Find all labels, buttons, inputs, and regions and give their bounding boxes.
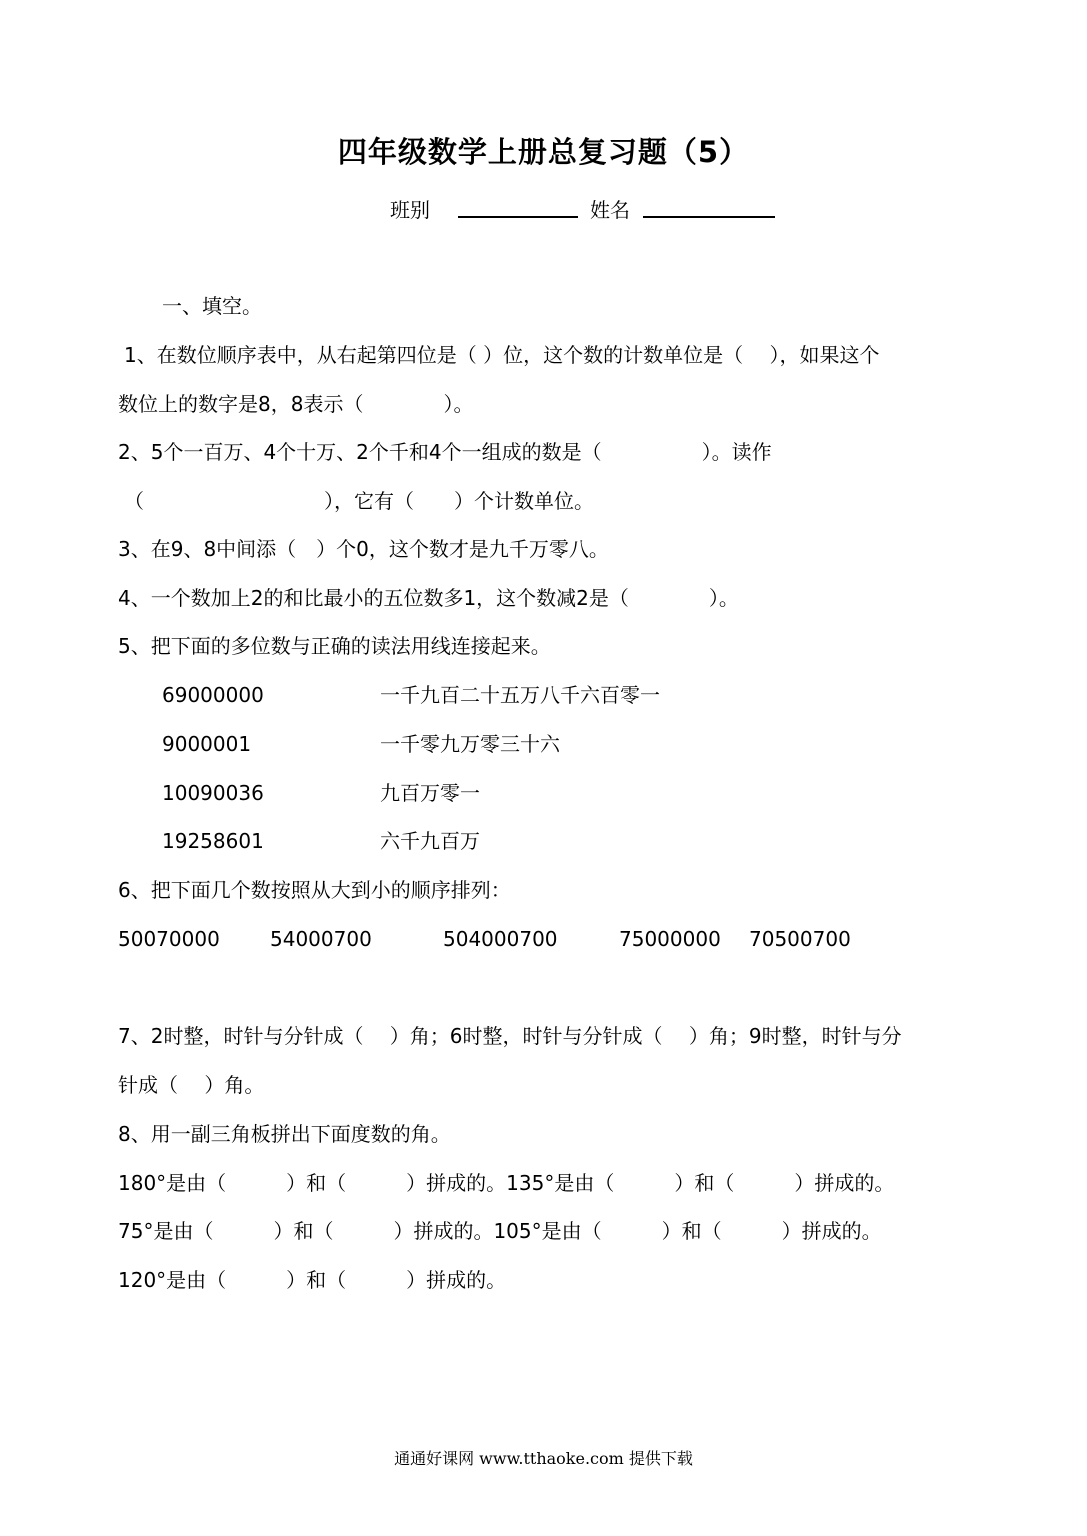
question-2-line-2: （ ），它有（ ）个计数单位。 xyxy=(124,489,594,513)
question-8-prompt: 8、用一副三角板拼出下面度数的角。 xyxy=(118,1122,451,1146)
question-8-line-1: 180°是由（ ）和（ ）拼成的。135°是由（ ）和（ ）拼成的。 xyxy=(118,1171,895,1195)
q5-reading-2: 一千零九万零三十六 xyxy=(380,732,560,756)
name-blank[interactable] xyxy=(643,216,775,218)
q5-reading-1: 一千九百二十五万八千六百零一 xyxy=(380,683,660,707)
question-7-line-1: 7、2时整，时针与分针成（ ）角；6时整，时针与分针成（ ）角；9时整，时针与分 xyxy=(118,1024,902,1048)
q5-number-3: 10090036 xyxy=(162,781,264,805)
question-2-line-1: 2、5个一百万、4个十万、2个千和4个一组成的数是（ ）。读作 xyxy=(118,440,772,464)
name-label: 姓名 xyxy=(590,198,630,222)
section-heading: 一、填空。 xyxy=(162,294,262,318)
q5-reading-4: 六千九百万 xyxy=(380,829,480,853)
q6-number-5: 70500700 xyxy=(749,927,851,951)
q5-number-1: 69000000 xyxy=(162,683,264,707)
page-title: 四年级数学上册总复习题（5） xyxy=(337,135,750,169)
question-4: 4、一个数加上2的和比最小的五位数多1，这个数减2是（ ）。 xyxy=(118,586,739,610)
class-blank[interactable] xyxy=(458,216,578,218)
question-8-line-2: 75°是由（ ）和（ ）拼成的。105°是由（ ）和（ ）拼成的。 xyxy=(118,1219,882,1243)
q6-number-4: 75000000 xyxy=(619,927,721,951)
q5-number-2: 9000001 xyxy=(162,732,252,756)
q6-number-1: 50070000 xyxy=(118,927,220,951)
question-3: 3、在9、8中间添（ ）个0，这个数才是九千万零八。 xyxy=(118,537,609,561)
footer-credit: 通通好课网 www.tthaoke.com 提供下载 xyxy=(394,1449,693,1468)
class-label: 班别 xyxy=(390,198,430,222)
q5-number-4: 19258601 xyxy=(162,829,264,853)
q5-reading-3: 九百万零一 xyxy=(380,781,480,805)
question-5-prompt: 5、把下面的多位数与正确的读法用线连接起来。 xyxy=(118,634,551,658)
q6-number-2: 54000700 xyxy=(270,927,372,951)
question-1-line-1: 1、在数位顺序表中，从右起第四位是（ ）位，这个数的计数单位是（ ），如果这个 xyxy=(124,343,880,367)
question-1-line-2: 数位上的数字是8，8表示（ ）。 xyxy=(118,392,474,416)
question-6-prompt: 6、把下面几个数按照从大到小的顺序排列： xyxy=(118,878,511,902)
question-7-line-2: 针成（ ）角。 xyxy=(118,1073,265,1097)
question-8-line-3: 120°是由（ ）和（ ）拼成的。 xyxy=(118,1268,507,1292)
q6-number-3: 504000700 xyxy=(443,927,558,951)
